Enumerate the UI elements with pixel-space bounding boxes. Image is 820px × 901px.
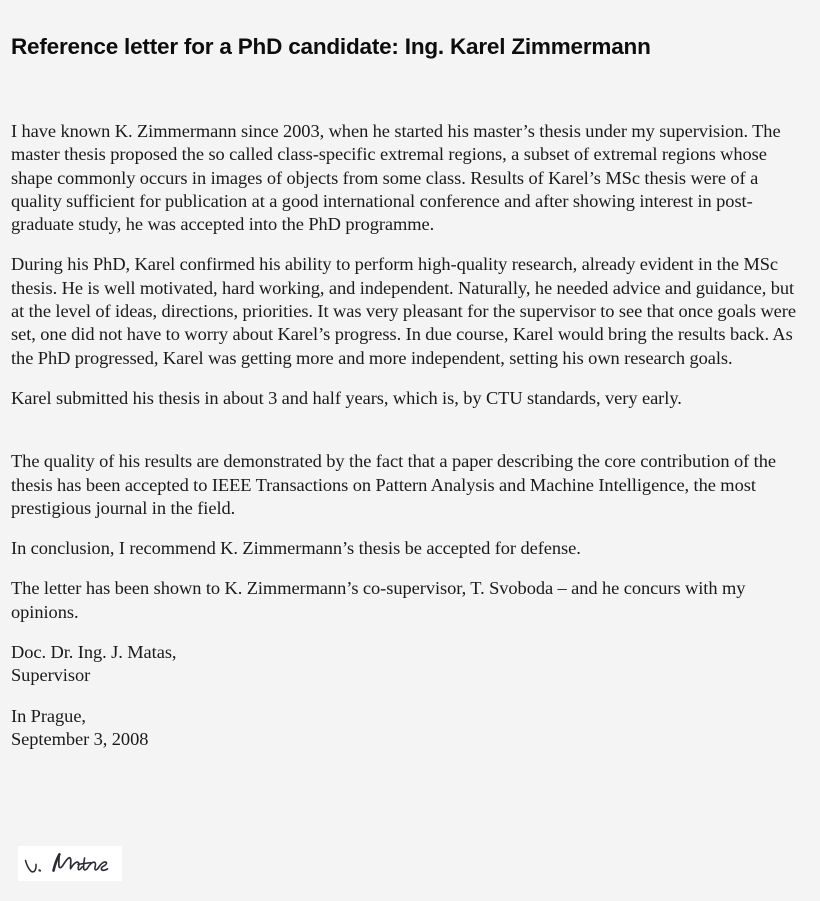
signer-name-lines: [11, 641, 810, 688]
paragraph-cosupervisor: The letter has been shown to K. Zimmermann’s co-supervisor, T. Svoboda – and he concurs with my opinions.: [11, 578, 746, 622]
signer-role: Supervisor: [11, 665, 91, 686]
page-title: Reference letter for a PhD candidate: Ing. Karel Zimmermann: [11, 34, 651, 59]
paragraph-during-phd: During his PhD, Karel confirmed his ability to perform high-quality research, already evident in the MSc thesis. He is well motivated, hard working, and independent. Naturally, he needed advice and guidance, but at the level of ideas, directions, priorities. It was very pleasant for the supervisor to see that once goals were set, one did not have to worry about Karel’s progress. In due course, Karel would bring the results back. As the PhD progressed, Karel was getting more and more independent, setting his own research goals.: [11, 254, 796, 368]
paragraph-thesis-submitted: Karel submitted his thesis in about 3 and half years, which is, by CTU standards, very early.: [11, 387, 682, 408]
date-line: September 3, 2008: [11, 728, 149, 749]
place-line: In Prague,: [11, 705, 86, 726]
signature-block: [11, 641, 810, 751]
signer-name: Doc. Dr. Ing. J. Matas,: [11, 642, 177, 663]
place-date-lines: [11, 705, 810, 752]
letter-body: [11, 120, 810, 624]
handwritten-signature: [18, 846, 122, 881]
paragraph-conclusion: In conclusion, I recommend K. Zimmermann’s thesis be accepted for defense.: [11, 538, 581, 559]
paragraph-known-since: I have known K. Zimmermann since 2003, when he started his master’s thesis under my supervision. The master thesis proposed the so called class-specific extremal regions, a subset of extremal regions whose shape commonly occurs in images of objects from some class. Results of Karel’s MSc thesis were of a quality sufficient for publication at a good international conference and after showing interest in post-graduate study, he was accepted into the PhD programme.: [11, 121, 781, 235]
paragraph-results-quality: The quality of his results are demonstrated by the fact that a paper describing the core contribution of the thesis has been accepted to IEEE Transactions on Pattern Analysis and Machine Intelligence, the most prestigious journal in the field.: [11, 451, 776, 518]
